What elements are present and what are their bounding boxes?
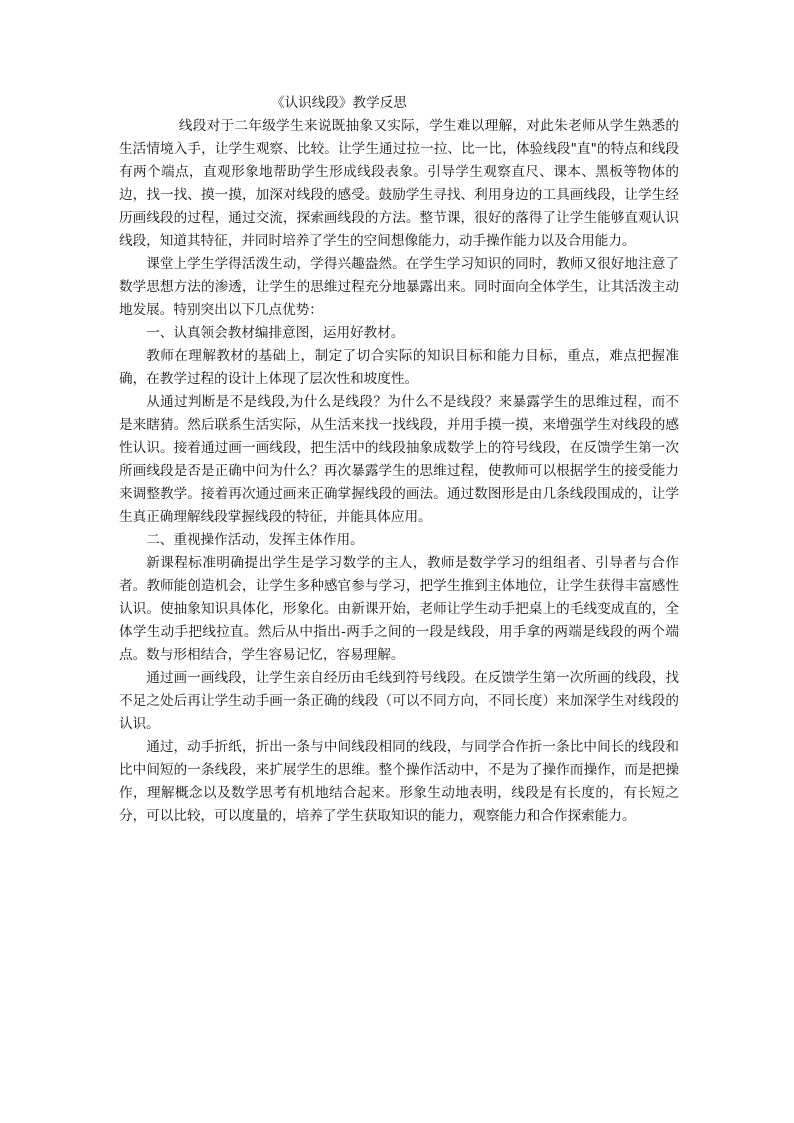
section-heading-2: 二、重视操作活动，发挥主体作用。 [146,532,364,548]
paragraph-curriculum: 新课程标准明确提出学生是学习数学的主人，教师是数学学习的组组者、引导者与合作者。教师能创造机会，让学生多种感官参与学习，把学生推到主体地位，让学生获得丰富感性认识。使抽象知识具体化，形象化。由新课开始，老师让学生动手把桌上的毛线变成直的，全体学生动手把线拉直。然后从中指出-两手之间的一段是线段，用手拿的两端是线段的两个端点。数与形相结合，学生容易记忆，容易理解。 [119,555,679,663]
document-body [119,92,679,828]
paragraph-textbook: 教师在理解教材的基础上，制定了切合实际的知识目标和能力目标，重点，难点把握准确，在教学过程的设计上体现了层次性和坡度性。 [119,348,679,387]
paragraph-classroom: 课堂上学生学得活泼生动，学得兴趣盎然。在学生学习知识的同时，教师又很好地注意了数学思想方法的渗透，让学生的思维过程充分地暴露出来。同时面向全体学生，让其活泼主动地发展。特别突出以下几点优势： [119,256,679,318]
paragraph-intro: 线段对于二年级学生来说既抽象又实际，学生难以理解，对此朱老师从学生熟悉的生活情境入手，让学生观察、比较。让学生通过拉一拉、比一比，体验线段"直"的特点和线段有两个端点，直观形象地帮助学生形成线段表象。引导学生观察直尺、课本、黑板等物体的边，找一找、摸一摸，加深对线段的感受。鼓励学生寻找、利用身边的工具画线段，让学生经历画线段的过程，通过交流，探索画线段的方法。整节课，很好的落得了让学生能够直观认识线段，知道其特征，并同时培养了学生的空间想像能力，动手操作能力以及合用能力。 [119,118,679,249]
paragraph-folding: 通过，动手折纸，折出一条与中间线段相同的线段，与同学合作折一条比中间长的线段和比中间短的一条线段，来扩展学生的思维。整个操作活动中，不是为了操作而操作，而是把操作，理解概念以及数学思考有机地结合起来。形象生动地表明，线段是有长度的，有长短之分，可以比较，可以度量的，培养了学生获取知识的能力，观察能力和合作探索能力。 [119,739,679,824]
document-title: 《认识线段》教学反思 [271,95,407,111]
section-heading-1: 一、认真领会教材编排意图，运用好教材。 [146,325,405,341]
paragraph-judgement: 从通过判断是不是线段,为什么是线段？为什么不是线段？来暴露学生的思维过程，而不是来瞎猜。然后联系生活实际，从生活来找一找线段，并用手摸一摸，来增强学生对线段的感性认识。接着通过画一画线段，把生活中的线段抽象成数学上的符号线段，在反馈学生第一次所画线段是否是正确中问为什么？再次暴露学生的思维过程，使教师可以根据学生的接受能力来调整教学。接着再次通过画来正确掌握线段的画法。通过数图形是由几条线段围成的，让学生真正确理解线段掌握线段的特征，并能具体应用。 [119,394,679,525]
paragraph-drawing: 通过画一画线段，让学生亲自经历由毛线到符号线段。在反馈学生第一次所画的线段，找不足之处后再让学生动手画一条正确的线段（可以不同方向，不同长度）来加深学生对线段的认识。 [119,670,679,732]
